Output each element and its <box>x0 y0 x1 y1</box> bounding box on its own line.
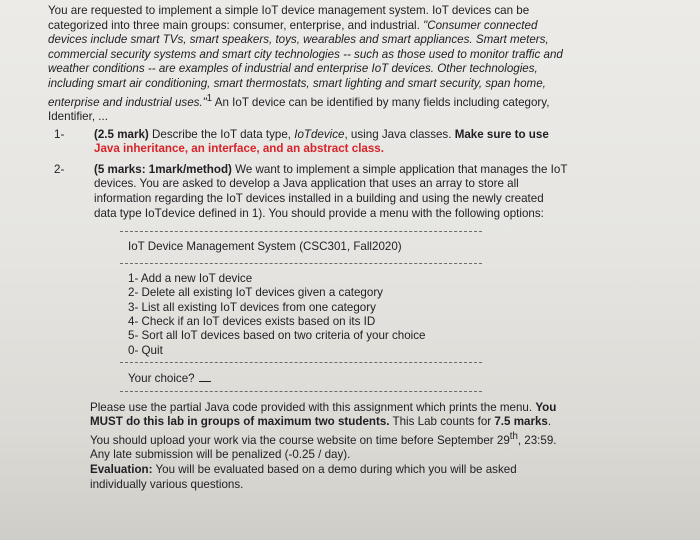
question-2 <box>48 163 568 221</box>
menu-item: 2- Delete all existing IoT devices given a category <box>128 286 383 300</box>
closing-text-c: . You should upload your work via the course website on time before September 29 <box>90 415 552 447</box>
intro-tail: An IoT device can be identified by many fields including category, Identifier, ... <box>48 95 550 124</box>
assignment-text <box>48 4 568 492</box>
evaluation-paragraph <box>90 463 560 492</box>
menu-divider-title <box>120 263 482 264</box>
evaluation-text: You will be evaluated based on a demo during which you will be asked individually various questions. <box>90 463 517 491</box>
closing-sup: th <box>509 430 518 442</box>
question-1-marks: (2.5 mark) <box>94 127 149 141</box>
question-2-text: We want to implement a simple application that manages the IoT devices. You are asked to develop a Java application that uses an array to store all information regarding the IoT devices installed in a building and using the newly created data type IoTdevice defined in 1). You should provide a menu with the following options: <box>94 162 568 220</box>
question-1-emphasis: Make sure to use <box>454 127 549 141</box>
closing-text-b: This Lab counts for <box>389 415 495 429</box>
menu-item: 4- Check if an IoT devices exists based on its ID <box>128 314 376 328</box>
question-1-red-text: Java inheritance, an interface, and an abstract class. <box>94 142 384 156</box>
question-2-number: 2- <box>54 162 65 176</box>
menu-item: 3- List all existing IoT devices from one category <box>128 300 376 314</box>
question-1-text-b: , using Java classes. <box>344 127 455 141</box>
menu-items <box>128 272 482 358</box>
evaluation-label: Evaluation: <box>90 463 153 477</box>
menu-box <box>120 231 482 392</box>
menu-choice-prompt <box>128 371 482 387</box>
menu-divider-top <box>120 231 482 232</box>
question-1 <box>48 128 568 157</box>
closing-marks: 7.5 marks <box>494 415 548 429</box>
question-1-type-name: IoTdevice <box>294 127 345 141</box>
menu-prompt-blank <box>199 371 211 382</box>
menu-divider-bottom <box>120 391 482 392</box>
menu-prompt-text: Your choice? <box>128 372 195 386</box>
intro-quote: "Consumer connected devices include smart TVs, smart speakers, toys, wearables and smart appliances. Smart meters, commercial security systems and smart city technologies -- such as those used to monitor traffic and weather conditions -- are examples of industrial and enterprise IoT devices. Other technologies, including smart air conditioning, smart thermostats, smart lighting and smart security, span home, enterprise and industrial uses." <box>48 18 563 109</box>
question-2-marks: (5 marks: 1mark/method) <box>94 162 232 176</box>
menu-item: 0- Quit <box>128 343 163 357</box>
closing-must: You MUST do this lab in groups of maximum two students. <box>90 400 557 429</box>
closing-text-d: , 23:59. Any late submission will be penalized (-0.25 / day). <box>90 433 557 462</box>
closing-text-a: Please use the partial Java code provided with this assignment which prints the menu. <box>90 400 536 414</box>
menu-title: IoT Device Management System (CSC301, Fall2020) <box>128 240 402 254</box>
menu-item: 1- Add a new IoT device <box>128 271 253 285</box>
menu-item: 5- Sort all IoT devices based on two criteria of your choice <box>128 329 426 343</box>
footnote-mark: 1 <box>206 92 213 104</box>
intro-lead: You are requested to implement a simple IoT device management system. IoT devices can be categorized into three main groups: consumer, enterprise, and industrial. <box>48 4 530 32</box>
closing-paragraph <box>90 401 560 492</box>
question-1-text-a: Describe the IoT data type, <box>148 127 295 141</box>
question-1-number: 1- <box>54 127 65 141</box>
menu-divider-items <box>120 362 482 363</box>
intro-paragraph <box>48 4 568 125</box>
